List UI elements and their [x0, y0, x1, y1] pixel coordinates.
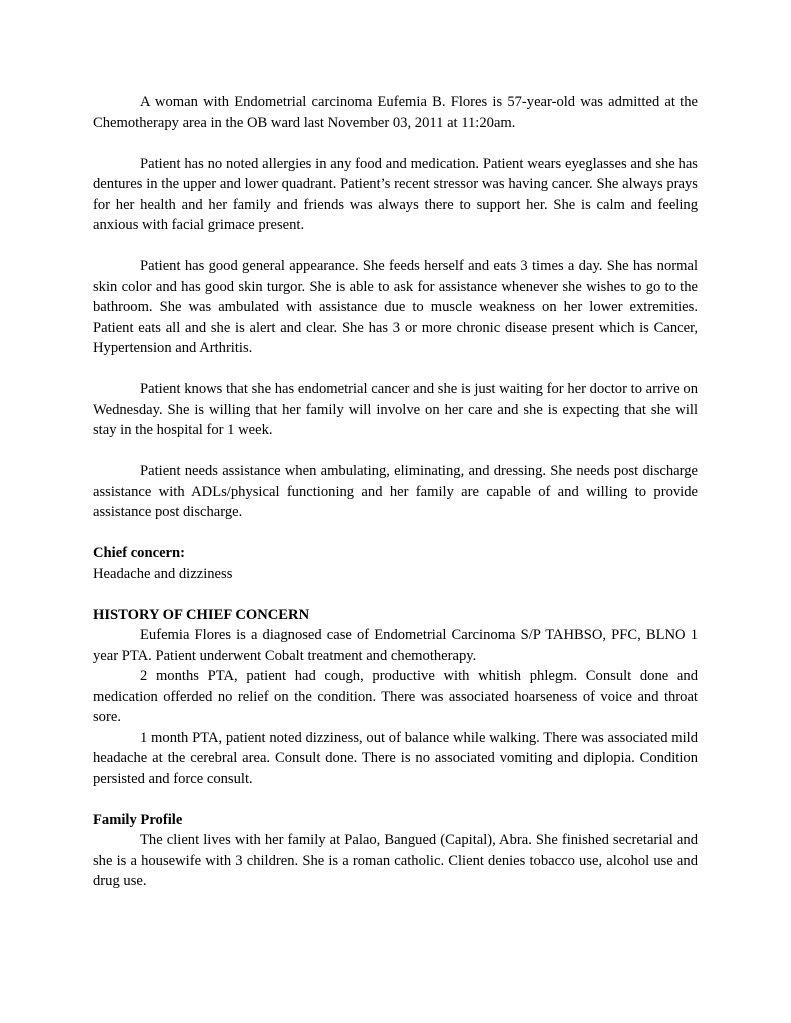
general-appearance-paragraph: Patient has good general appearance. She feeds herself and eats 3 times a day. She has normal skin color and has good skin turgor. She is able to ask for assistance whenever she wishes to go to the bathroom. She was ambulated with assistance due to muscle weakness on her lower extremities. Patient eats all and she is alert and clear. She has 3 or more chronic disease present which is Cancer, Hypertension and Arthritis.: [93, 258, 698, 356]
history-paragraph-diagnosis: Eufemia Flores is a diagnosed case of Endometrial Carcinoma S/P TAHBSO, PFC, BLNO 1 year PTA. Patient underwent Cobalt treatment and chemotherapy.: [93, 627, 698, 664]
patient-knowledge-paragraph: Patient knows that she has endometrial cancer and she is just waiting for her doctor to arrive on Wednesday. She is willing that her family will involve on her care and she is expecting that she will stay in the hospital for 1 week.: [93, 381, 698, 438]
allergies-paragraph: Patient has no noted allergies in any food and medication. Patient wears eyeglasses and she has dentures in the upper and lower quadrant. Patient’s recent stressor was having cancer. She always prays for her health and her family and friends was always there to support her. She is calm and feeling anxious with facial grimace present.: [93, 155, 698, 233]
history-paragraph-dizziness: 1 month PTA, patient noted dizziness, out of balance while walking. There was associated mild headache at the cerebral area. Consult done. There is no associated vomiting and diplopia. Condition persisted and force consult.: [93, 729, 698, 787]
document-body: [93, 92, 698, 892]
chief-concern-text: Headache and dizziness: [93, 565, 233, 582]
history-paragraph-cough: 2 months PTA, patient had cough, productive with whitish phlegm. Consult done and medication offerded no relief on the condition. There was associated hoarseness of voice and throat sore.: [93, 668, 698, 725]
assistance-paragraph: Patient needs assistance when ambulating, eliminating, and dressing. She needs post discharge assistance with ADLs/physical functioning and her family are capable of and willing to provide assistance post discharge.: [93, 463, 698, 520]
chief-concern-heading: Chief concern:: [93, 545, 185, 561]
admission-paragraph: A woman with Endometrial carcinoma Eufemia B. Flores is 57-year-old was admitted at the Chemotherapy area in the OB ward last November 03, 2011 at 11:20am.: [93, 94, 698, 131]
history-heading: HISTORY OF CHIEF CONCERN: [93, 606, 310, 623]
family-profile-heading: Family Profile: [93, 811, 183, 828]
family-profile-text: The client lives with her family at Palao, Bangued (Capital), Abra. She finished secretarial and she is a housewife with 3 children. She is a roman catholic. Client denies tobacco use, alcohol use and drug use.: [93, 832, 698, 889]
